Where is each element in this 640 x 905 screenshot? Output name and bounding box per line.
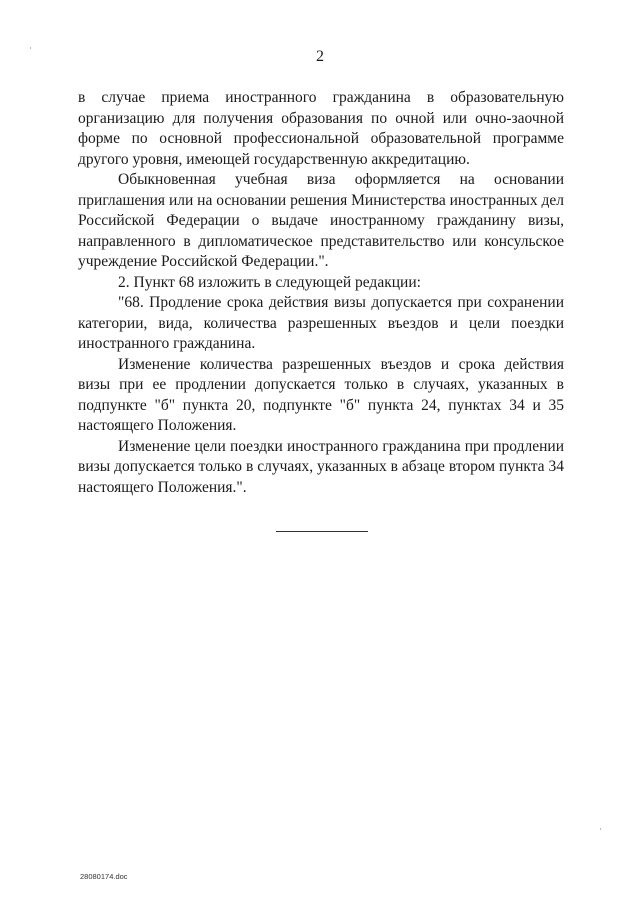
paragraph-6: Изменение цели поездки иностранного гражданина при продлении визы допускается только в случаях, указанных в абзаце втором пункта 34 настоящего Положения.". [78, 437, 564, 496]
document-body [78, 88, 564, 498]
paragraph-4: "68. Продление срока действия визы допускается при сохранении категории, вида, количества разрешенных въездов и цели поездки иностранного гражданина. [78, 294, 564, 352]
footer-filename: 28080174.doc [80, 872, 128, 881]
page-number: 2 [316, 48, 324, 65]
paragraph-5: Изменение количества разрешенных въездов и срока действия визы при ее продлении допускается только в случаях, указанных в подпункте "б" пункта 20, подпункте "б" пункта 24, пунктах 34 и 35 настоящего Положения. [78, 355, 564, 434]
closing-rule [276, 531, 368, 532]
scan-speck [30, 47, 31, 49]
paragraph-1: в случае приема иностранного гражданина в образовательную организацию для получения образования по очной или очно-заочной форме по основной профессиональной образовательной программе другого уровня, имеющей государственную аккредитацию. [78, 89, 564, 168]
scan-speck [600, 828, 601, 830]
paragraph-3: 2. Пункт 68 изложить в следующей редакции: [118, 273, 421, 291]
paragraph-2: Обыкновенная учебная виза оформляется на основании приглашения или на основании решения Министерства иностранных дел Российской Федерации о выдаче иностранному гражданину визы, направленного в дипломатическое представительство или консульское учреждение Российской Федерации.". [78, 171, 564, 270]
